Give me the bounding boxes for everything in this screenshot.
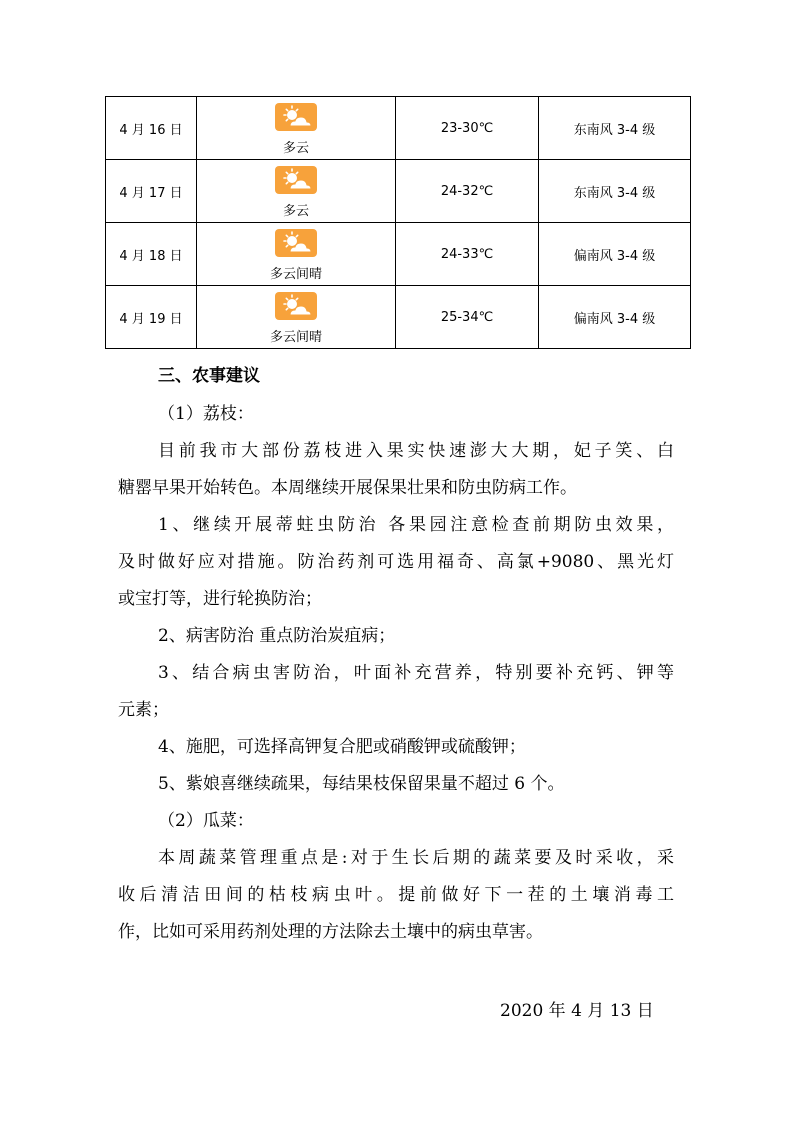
weather-row (106, 160, 691, 223)
weather-row (106, 223, 691, 286)
melon-line-3: 作，比如可采用药剂处理的方法除去土壤中的病虫草害。 (118, 922, 543, 942)
weather-condition-cell (197, 223, 396, 286)
weather-temperature: 23-30℃ (396, 97, 539, 160)
weather-date: 4 月 19 日 (106, 286, 197, 349)
partly-cloudy-icon (275, 103, 317, 131)
weather-forecast-table (105, 96, 691, 349)
weather-condition-label: 多云间晴 (269, 330, 322, 345)
weather-condition-label: 多云 (282, 141, 309, 156)
melon-line-2: 收后清洁田间的枯枝病虫叶。提前做好下一茬的土壤消毒工 (118, 885, 674, 905)
weather-condition-cell (197, 160, 396, 223)
weather-temperature: 24-33℃ (396, 223, 539, 286)
litchi-item4: 4、施肥，可选择高钾复合肥或硝酸钾或硫酸钾； (158, 737, 526, 757)
document-date: 2020 年 4 月 13 日 (500, 1001, 654, 1021)
weather-row (106, 286, 691, 349)
litchi-item3-line-2: 元素； (118, 700, 169, 720)
litchi-item5: 5、紫娘喜继续疏果，每结果枝保留果量不超过 6 个。 (158, 774, 565, 794)
litchi-item2: 2、病害防治 重点防治炭疽病； (158, 626, 396, 646)
weather-temperature: 24-32℃ (396, 160, 539, 223)
partly-cloudy-icon (275, 166, 317, 194)
litchi-item1-line-3: 或宝打等，进行轮换防治； (118, 589, 322, 609)
melon-title: （2）瓜菜： (158, 811, 254, 831)
litchi-item1-line-2: 及时做好应对措施。防治药剂可选用福奇、高氯+9080、黑光灯 (118, 552, 674, 572)
litchi-intro-line-2: 糖罂早果开始转色。本周继续开展保果壮果和防虫防病工作。 (118, 478, 577, 498)
section-title: 三、农事建议 (158, 366, 260, 386)
partly-cloudy-icon (275, 229, 317, 257)
weather-condition-cell (197, 97, 396, 160)
weather-wind: 东南风 3-4 级 (539, 160, 691, 223)
weather-condition-cell (197, 286, 396, 349)
litchi-item1-line-1: 1、继续开展蒂蛀虫防治 各果园注意检查前期防虫效果， (158, 515, 674, 535)
melon-line-1: 本周蔬菜管理重点是:对于生长后期的蔬菜要及时采收，采 (158, 848, 674, 868)
weather-wind: 东南风 3-4 级 (539, 97, 691, 160)
weather-temperature: 25-34℃ (396, 286, 539, 349)
partly-cloudy-icon (275, 292, 317, 320)
weather-wind: 偏南风 3-4 级 (539, 223, 691, 286)
weather-wind: 偏南风 3-4 级 (539, 286, 691, 349)
litchi-intro-line-1: 目前我市大部份荔枝进入果实快速澎大大期，妃子笑、白 (158, 441, 674, 461)
litchi-title: （1）荔枝： (158, 404, 254, 424)
weather-row (106, 97, 691, 160)
weather-condition-label: 多云间晴 (269, 267, 322, 282)
weather-date: 4 月 16 日 (106, 97, 197, 160)
weather-date: 4 月 17 日 (106, 160, 197, 223)
weather-condition-label: 多云 (282, 204, 309, 219)
weather-date: 4 月 18 日 (106, 223, 197, 286)
litchi-item3-line-1: 3、结合病虫害防治，叶面补充营养，特别要补充钙、钾等 (158, 663, 674, 683)
